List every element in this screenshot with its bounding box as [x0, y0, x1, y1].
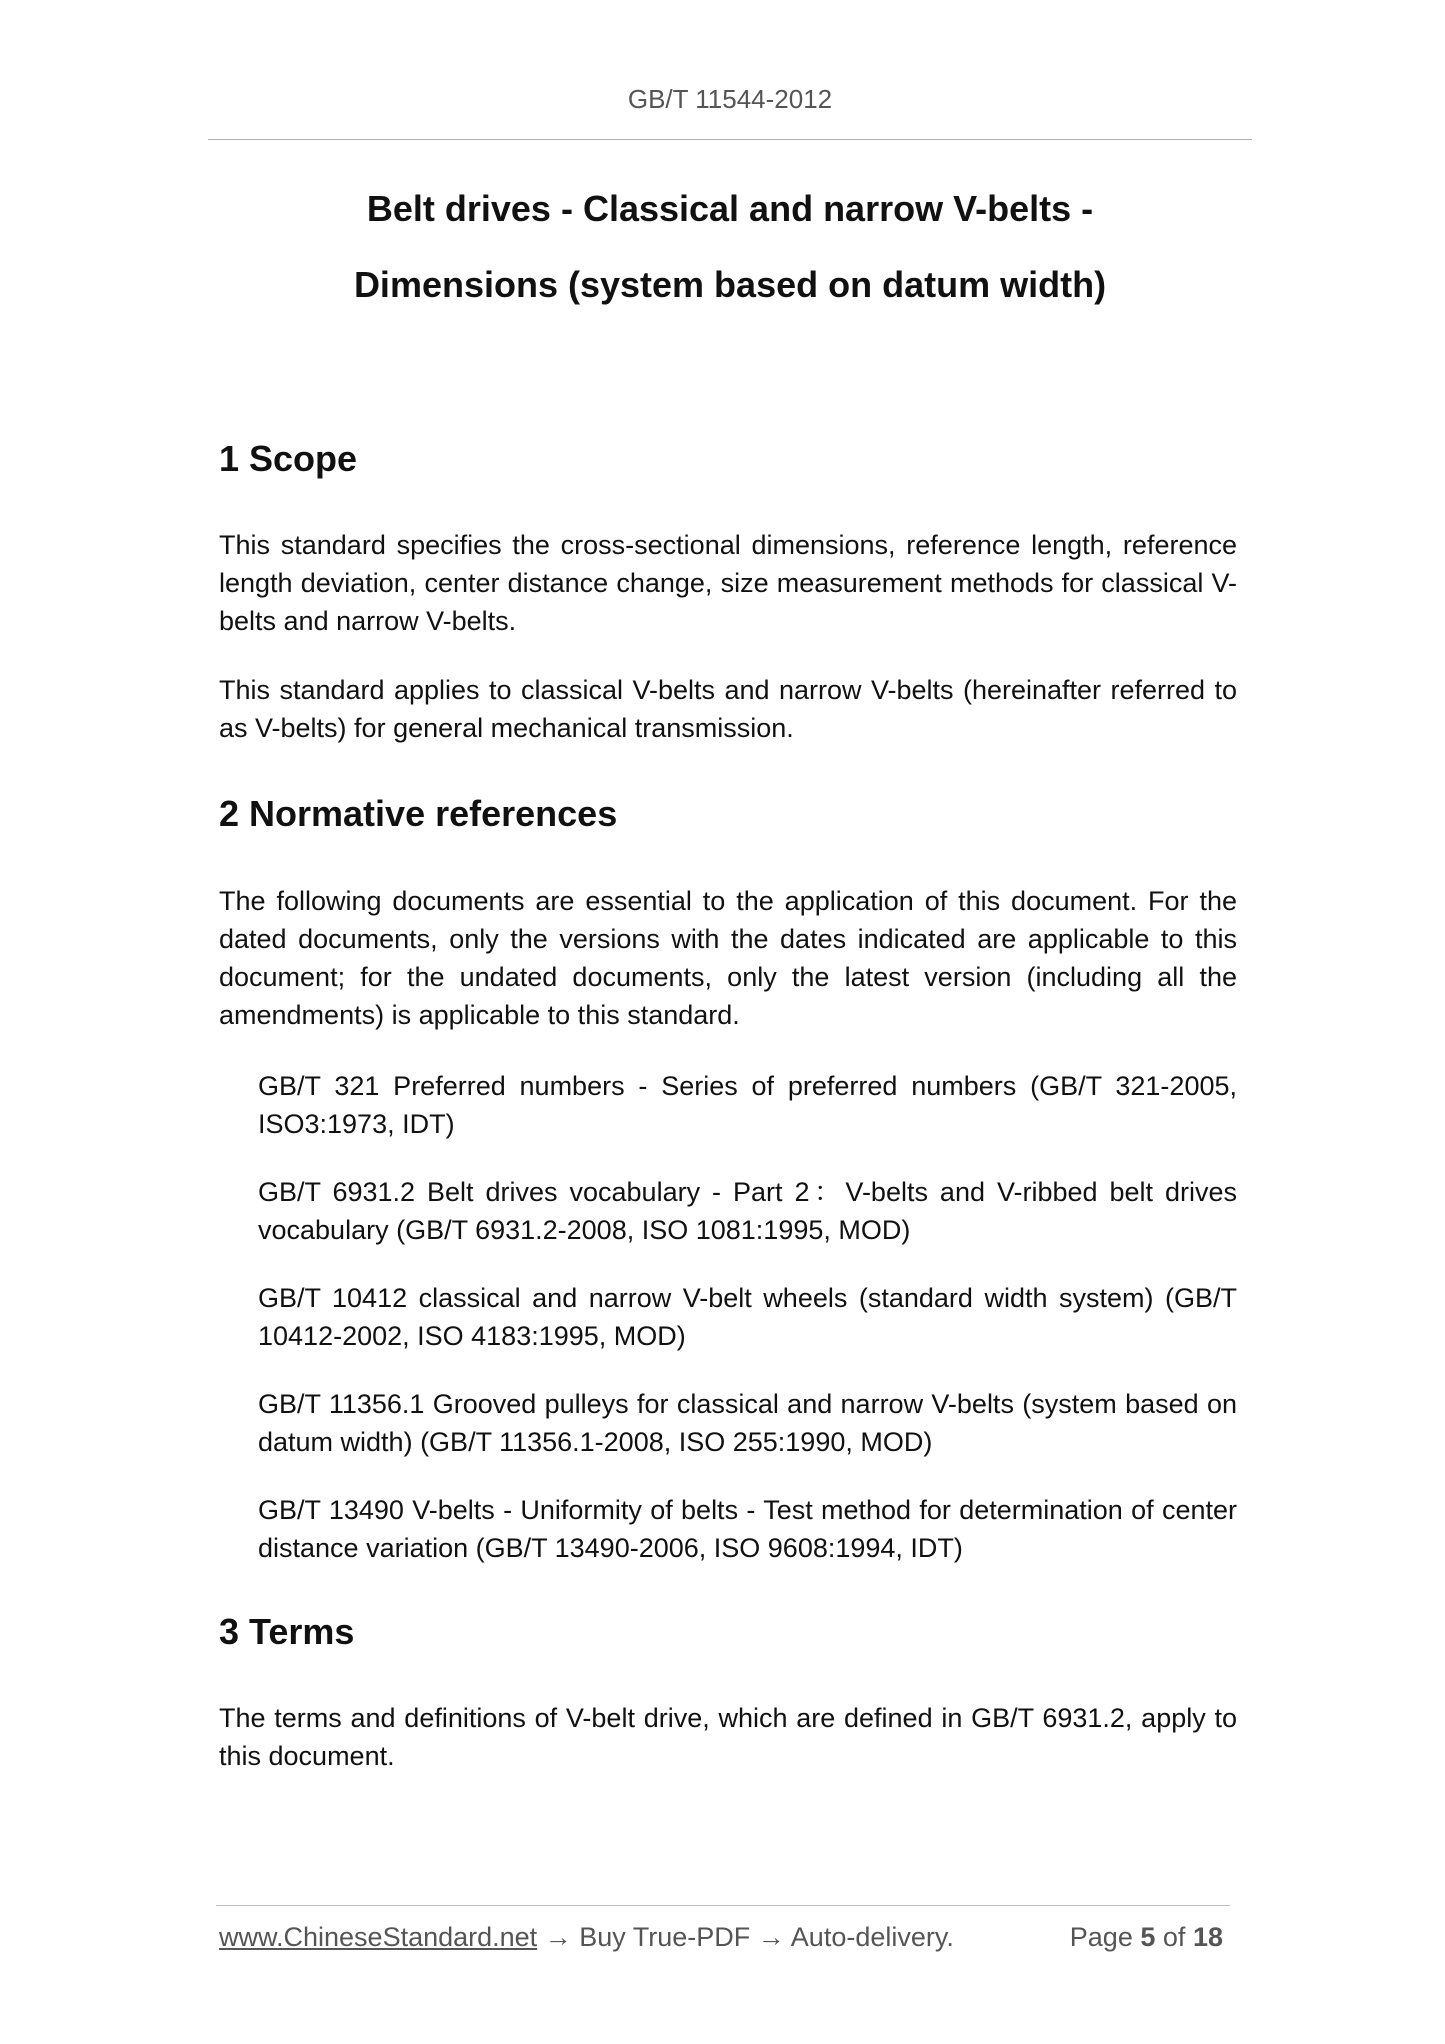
header-divider	[208, 139, 1252, 140]
page-label: Page	[1069, 1922, 1133, 1952]
reference-item: GB/T 11356.1 Grooved pulleys for classical and narrow V-belts (system based on datum width) (GB/T 11356.1-2008, ISO 255:1990, MOD)	[258, 1389, 1237, 1457]
terms-paragraph: The terms and definitions of V-belt drive, which are defined in GB/T 6931.2, apply to this document.	[219, 1703, 1237, 1771]
footer-divider	[216, 1905, 1230, 1906]
arrow-right-icon: →	[544, 1922, 572, 1952]
reference-item: GB/T 6931.2 Belt drives vocabulary - Part 2：V-belts and V-ribbed belt drives vocabulary (GB/T 6931.2-2008, ISO 1081:1995, MOD)	[258, 1177, 1237, 1245]
arrow-right-icon: →	[757, 1922, 785, 1952]
section-heading-terms: 3 Terms	[219, 1611, 355, 1652]
section-heading-scope: 1 Scope	[219, 438, 358, 479]
document-header-code: GB/T 11544-2012	[627, 84, 833, 114]
buy-true-pdf-text: Buy True-PDF	[579, 1922, 751, 1952]
scope-paragraph-2: This standard applies to classical V-belts and narrow V-belts (hereinafter referred to as V-belts) for general mechanical transmission.	[219, 675, 1237, 743]
scope-paragraph-1: This standard specifies the cross-sectional dimensions, reference length, reference length deviation, center distance change, size measurement methods for classical V-belts and narrow V-belts.	[219, 530, 1237, 636]
current-page-number: 5	[1140, 1922, 1156, 1952]
auto-delivery-text: Auto-delivery.	[790, 1922, 954, 1952]
document-title-line-1: Belt drives - Classical and narrow V-belts -	[366, 188, 1094, 229]
reference-item: GB/T 321 Preferred numbers - Series of preferred numbers (GB/T 321-2005, ISO3:1973, IDT)	[258, 1071, 1237, 1139]
total-pages-number: 18	[1192, 1922, 1223, 1952]
section-heading-normative-references: 2 Normative references	[219, 793, 618, 834]
page-footer	[219, 1922, 1231, 1958]
normative-intro-paragraph: The following documents are essential to the application of this document. For the dated documents, only the versions with the dates indicated are applicable to this document; for the undated documents, only the latest version (including all the amendments) is applicable to this standard.	[219, 886, 1237, 1030]
footer-promo	[219, 1922, 954, 1953]
reference-item: GB/T 10412 classical and narrow V-belt wheels (standard width system) (GB/T 10412-2002, ISO 4183:1995, MOD)	[258, 1283, 1237, 1351]
document-title-line-2: Dimensions (system based on datum width)	[353, 264, 1107, 305]
reference-item: GB/T 13490 V-belts - Uniformity of belts - Test method for determination of center distance variation (GB/T 13490-2006, ISO 9608:1994, IDT)	[258, 1495, 1237, 1563]
website-link[interactable]: www.ChineseStandard.net	[219, 1922, 538, 1952]
of-label: of	[1162, 1922, 1186, 1952]
page-indicator	[1070, 1922, 1223, 1953]
